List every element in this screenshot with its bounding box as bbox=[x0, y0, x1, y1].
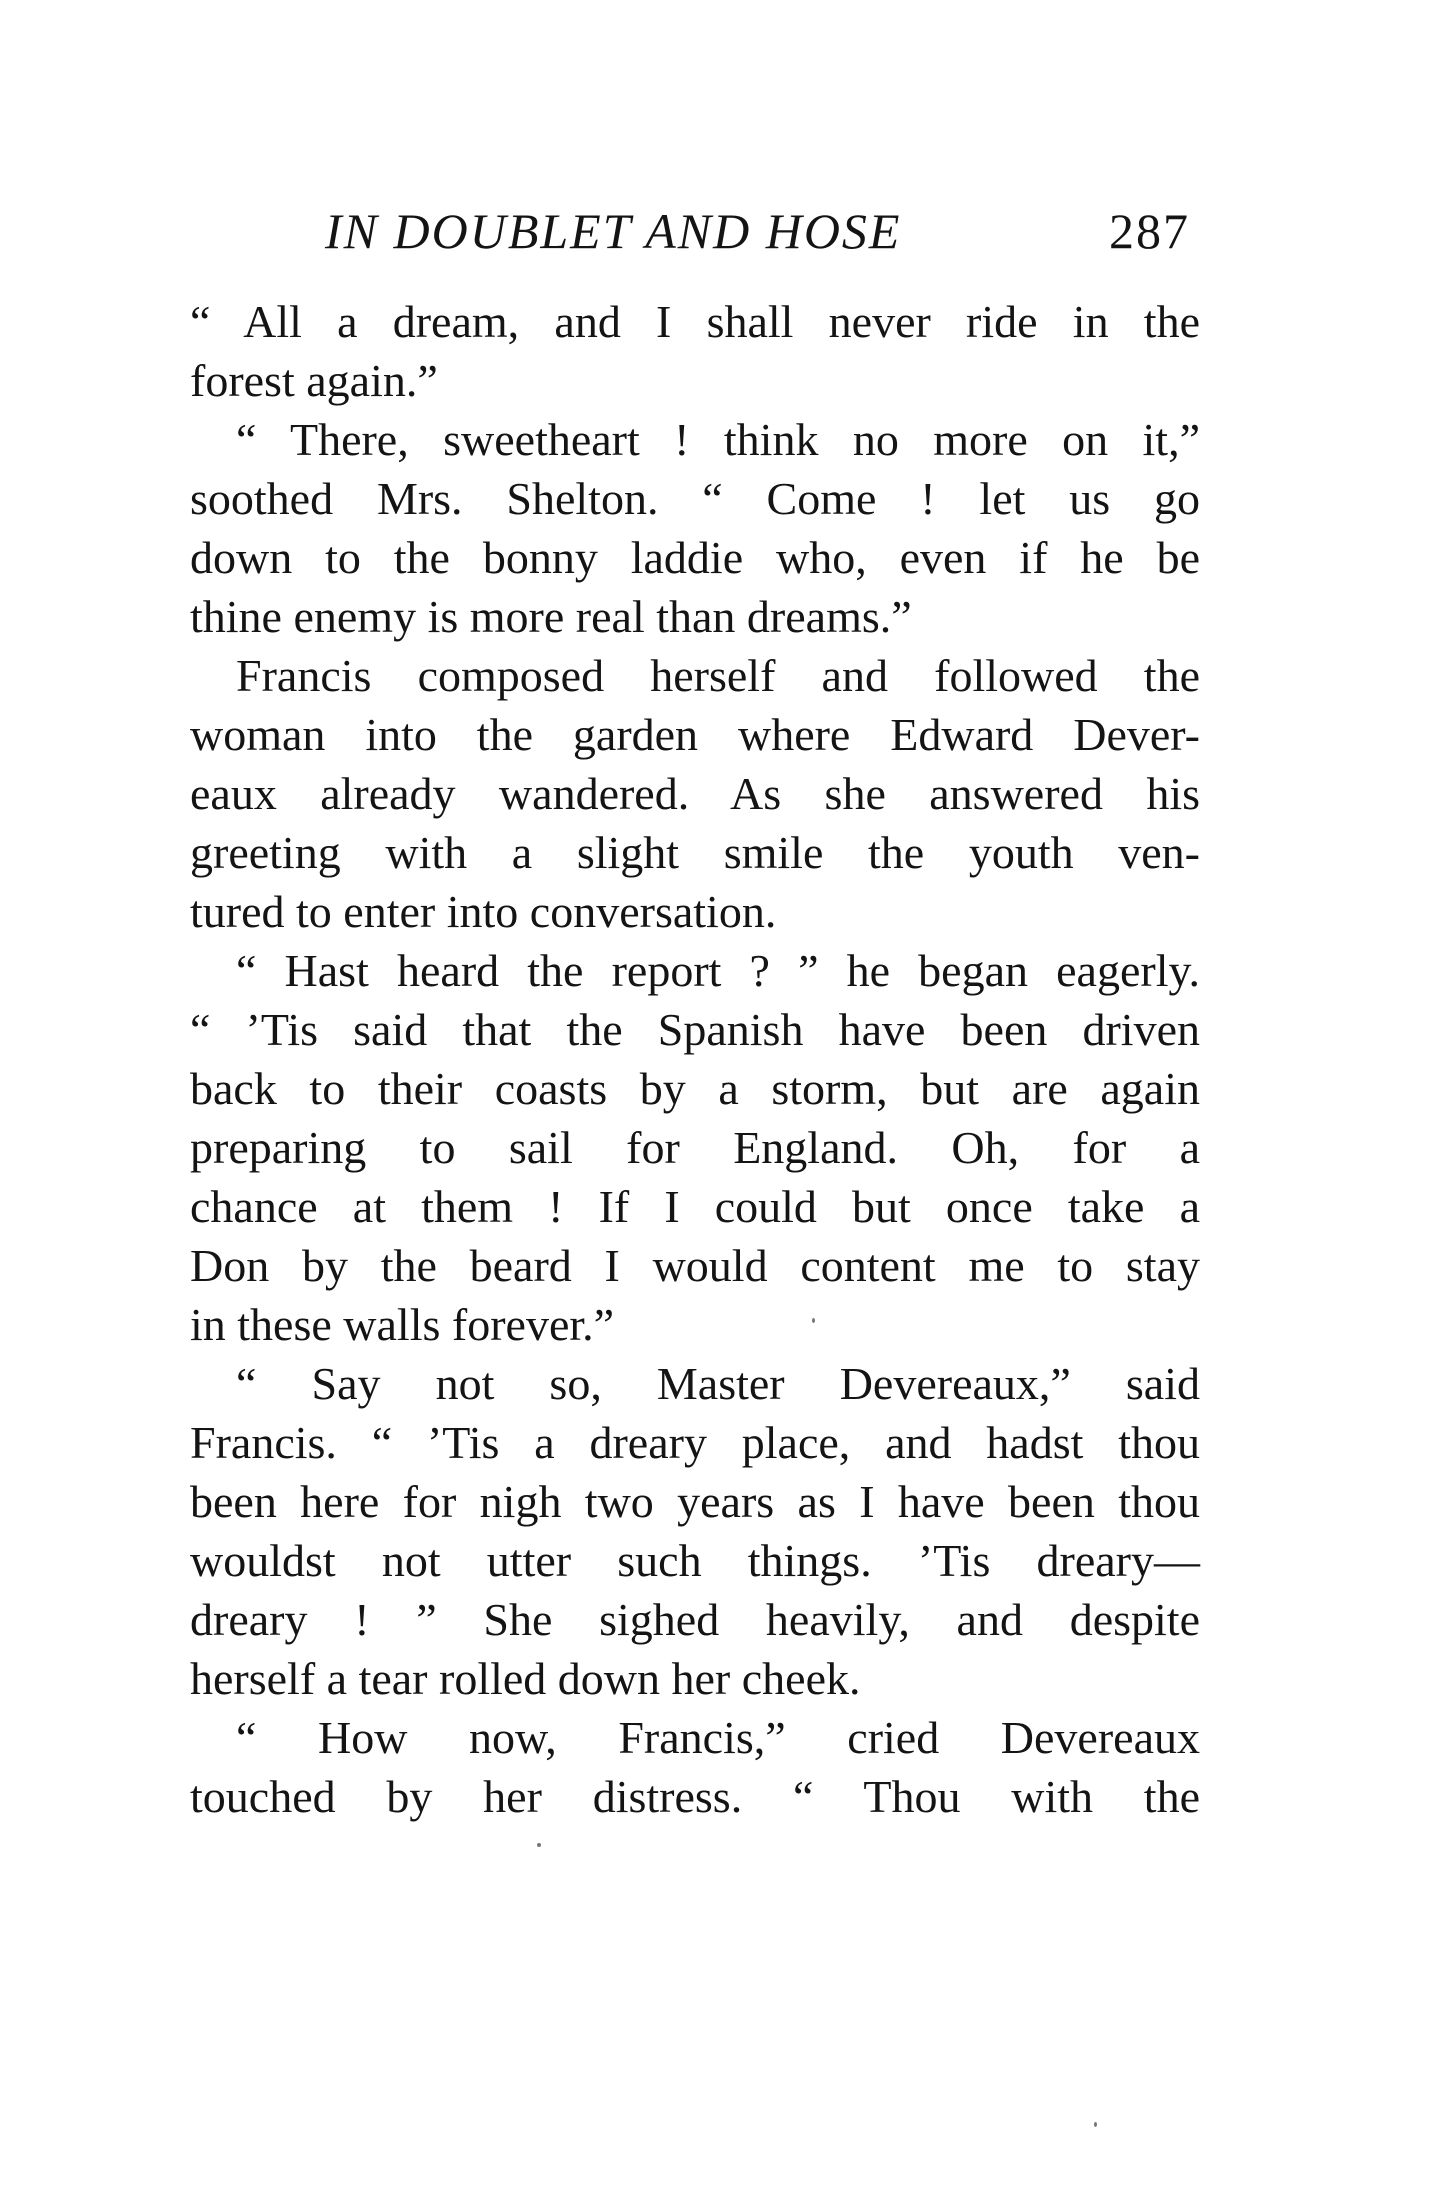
text-line: “ Say not so, Master Devereaux,” said bbox=[236, 1358, 1200, 1409]
text-line: preparing to sail for England. Oh, for a bbox=[190, 1122, 1200, 1173]
text-line: eaux already wandered. As she answered his bbox=[190, 768, 1200, 819]
text-line: woman into the garden where Edward Dever- bbox=[190, 709, 1200, 760]
ink-speck bbox=[1094, 2122, 1097, 2127]
text-line: “ How now, Francis,” cried Devereaux bbox=[236, 1712, 1200, 1763]
text-line: “ Hast heard the report ? ” he began eagerly. bbox=[236, 945, 1200, 996]
ink-speck bbox=[537, 1843, 541, 1847]
text-line: greeting with a slight smile the youth ven- bbox=[190, 827, 1200, 878]
text-line: Francis. “ ’Tis a dreary place, and hadst thou bbox=[190, 1417, 1200, 1468]
ink-speck bbox=[812, 1318, 815, 1323]
text-line: thine enemy is more real than dreams.” bbox=[190, 591, 912, 642]
text-line: been here for nigh two years as I have been thou bbox=[190, 1476, 1200, 1527]
text-line: down to the bonny laddie who, even if he be bbox=[190, 532, 1200, 583]
text-line: chance at them ! If I could but once take a bbox=[190, 1181, 1200, 1232]
text-line: touched by her distress. “ Thou with the bbox=[190, 1771, 1200, 1822]
page-number: 287 bbox=[1109, 203, 1190, 259]
text-line: “ All a dream, and I shall never ride in the bbox=[190, 296, 1200, 347]
text-line: forest again.” bbox=[190, 355, 438, 406]
text-line: soothed Mrs. Shelton. “ Come ! let us go bbox=[190, 473, 1200, 524]
text-line: “ ’Tis said that the Spanish have been driven bbox=[190, 1004, 1200, 1055]
text-line: wouldst not utter such things. ’Tis dreary— bbox=[190, 1535, 1200, 1586]
text-line: back to their coasts by a storm, but are again bbox=[190, 1063, 1200, 1114]
text-line: in these walls forever.” bbox=[190, 1299, 615, 1350]
running-title: IN DOUBLET AND HOSE bbox=[325, 203, 902, 259]
running-head bbox=[190, 196, 1200, 266]
text-line: Don by the beard I would content me to stay bbox=[190, 1240, 1200, 1291]
body-text bbox=[190, 292, 1200, 1826]
text-line: dreary ! ” She sighed heavily, and despite bbox=[190, 1594, 1200, 1645]
text-line: herself a tear rolled down her cheek. bbox=[190, 1653, 861, 1704]
text-line: “ There, sweetheart ! think no more on it,” bbox=[236, 414, 1200, 465]
text-line: Francis composed herself and followed the bbox=[236, 650, 1200, 701]
text-line: tured to enter into conversation. bbox=[190, 886, 777, 937]
